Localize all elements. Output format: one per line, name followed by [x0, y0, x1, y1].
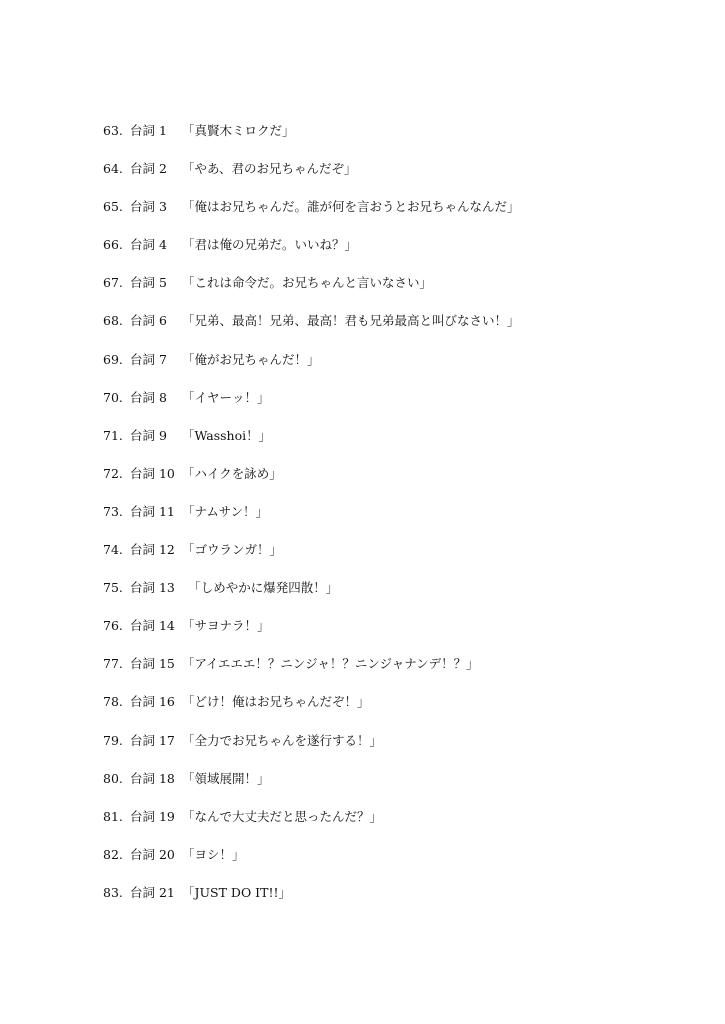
item-quote: 「ゴウランガ！」	[182, 542, 283, 558]
item-number: 64.	[103, 161, 123, 177]
list-item	[103, 311, 703, 349]
item-number: 78.	[103, 694, 123, 710]
list-item	[103, 388, 703, 426]
item-number: 81.	[103, 808, 123, 824]
list-item	[103, 692, 703, 730]
item-label: 台詞 9	[130, 427, 167, 443]
item-label: 台詞 16	[130, 694, 175, 710]
item-label: 台詞 6	[130, 313, 167, 329]
item-quote: 「領域展開！」	[182, 770, 270, 786]
item-number: 75.	[103, 580, 123, 596]
item-quote: 「どけ！俺はお兄ちゃんだぞ！」	[182, 694, 370, 710]
item-number: 74.	[103, 542, 123, 558]
list-item	[103, 883, 703, 921]
item-label: 台詞 11	[130, 503, 175, 519]
item-label: 台詞 20	[130, 846, 175, 862]
item-number: 71.	[103, 427, 123, 443]
item-number: 77.	[103, 656, 123, 672]
item-number: 68.	[103, 313, 123, 329]
list-item	[103, 578, 703, 616]
item-number: 72.	[103, 465, 123, 481]
list-item	[103, 807, 703, 845]
list-item	[103, 350, 703, 388]
item-quote: 「君は俺の兄弟だ。いいね？」	[182, 237, 358, 253]
item-label: 台詞 8	[130, 389, 167, 405]
item-quote: 「これは命令だ。お兄ちゃんと言いなさい」	[182, 275, 433, 291]
item-label: 台詞 17	[130, 732, 175, 748]
item-label: 台詞 14	[130, 618, 175, 634]
item-number: 82.	[103, 846, 123, 862]
item-quote: 「しめやかに爆発四散！」	[182, 580, 339, 596]
item-number: 66.	[103, 237, 123, 253]
item-label: 台詞 5	[130, 275, 167, 291]
list-item	[103, 502, 703, 540]
item-quote: 「俺はお兄ちゃんだ。誰が何を言おうとお兄ちゃんなんだ」	[182, 199, 520, 215]
item-quote: 「全力でお兄ちゃんを遂行する！」	[182, 732, 383, 748]
item-number: 73.	[103, 503, 123, 519]
list-item	[103, 845, 703, 883]
item-quote: 「やあ、君のお兄ちゃんだぞ」	[182, 161, 357, 177]
list-item	[103, 159, 703, 197]
item-number: 83.	[103, 884, 123, 900]
item-quote: 「なんで大丈夫だと思ったんだ？」	[182, 808, 383, 824]
item-label: 台詞 13	[130, 580, 175, 596]
item-quote: 「JUST DO IT!!」	[182, 884, 291, 900]
item-number: 79.	[103, 732, 123, 748]
item-quote: 「兄弟、最高！兄弟、最高！君も兄弟最高と叫びなさい！」	[182, 313, 520, 329]
item-label: 台詞 1	[130, 123, 167, 138]
item-label: 台詞 18	[130, 770, 175, 786]
item-number: 65.	[103, 199, 123, 215]
item-quote: 「俺がお兄ちゃんだ！」	[182, 351, 320, 367]
item-quote: 「ヨシ！」	[182, 846, 245, 862]
list-item	[103, 121, 703, 159]
list-item	[103, 197, 703, 235]
item-quote: 「イヤーッ！」	[182, 389, 270, 405]
list-item	[103, 273, 703, 311]
list-item	[103, 426, 703, 464]
item-label: 台詞 12	[130, 542, 175, 558]
item-quote: 「Wasshoi！」	[182, 427, 272, 443]
list-item	[103, 654, 703, 692]
line-list	[103, 121, 703, 921]
item-number: 70.	[103, 389, 123, 405]
item-label: 台詞 15	[130, 656, 175, 672]
item-label: 台詞 21	[130, 884, 175, 900]
item-label: 台詞 19	[130, 808, 175, 824]
item-number: 67.	[103, 275, 123, 291]
item-number: 80.	[103, 770, 123, 786]
item-quote: 「ナムサン！」	[182, 503, 269, 519]
item-label: 台詞 2	[130, 161, 167, 177]
item-label: 台詞 10	[130, 465, 175, 481]
list-item	[103, 464, 703, 502]
list-item	[103, 616, 703, 654]
item-quote: 「サヨナラ！」	[182, 618, 270, 634]
item-number: 69.	[103, 351, 123, 367]
item-number: 63.	[103, 123, 123, 138]
item-label: 台詞 7	[130, 351, 167, 367]
item-number: 76.	[103, 618, 123, 634]
list-item	[103, 731, 703, 769]
list-item	[103, 540, 703, 578]
item-quote: 「アイエエエ！？ニンジャ！？ニンジャナンデ！？」	[182, 656, 479, 672]
list-item	[103, 235, 703, 273]
item-quote: 「ハイクを詠め」	[182, 465, 282, 481]
item-label: 台詞 3	[130, 199, 167, 215]
list-item	[103, 769, 703, 807]
item-label: 台詞 4	[130, 237, 167, 253]
item-quote: 「真賢木ミロクだ」	[182, 123, 295, 138]
